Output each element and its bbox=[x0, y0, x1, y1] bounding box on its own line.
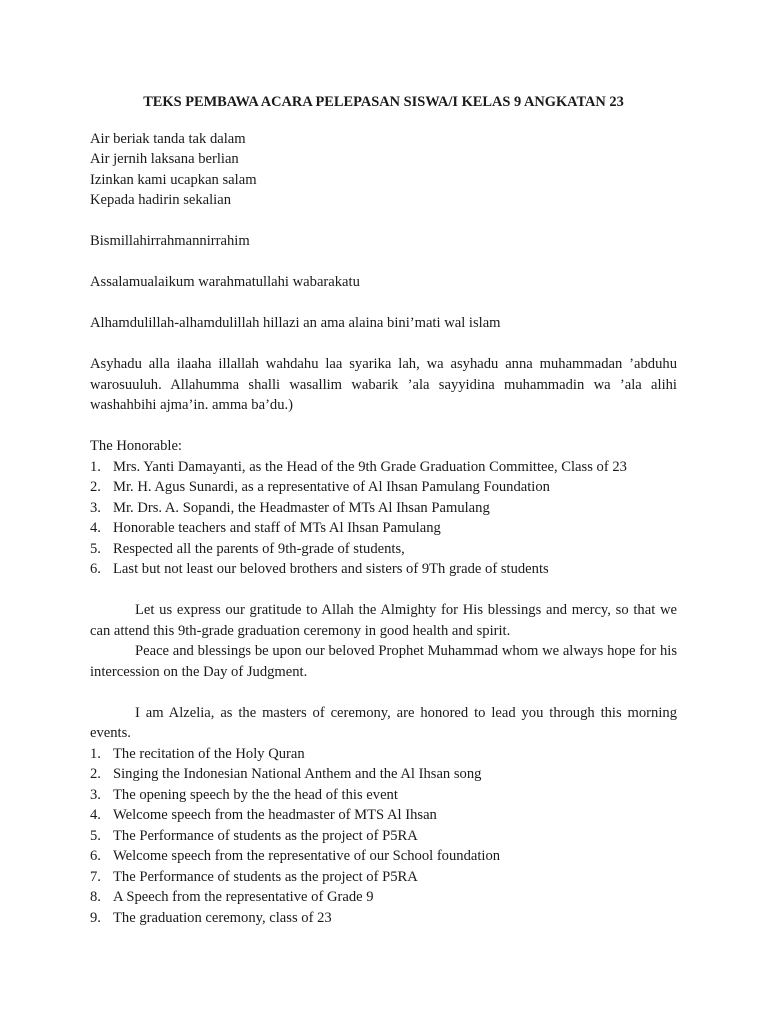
opening-poem bbox=[90, 129, 677, 211]
list-text: The opening speech by the the head of this event bbox=[113, 786, 398, 803]
list-text: Honorable teachers and staff of MTs Al Ihsan Pamulang bbox=[113, 520, 441, 536]
poem-line: Izinkan kami ucapkan salam bbox=[90, 171, 257, 188]
list-text: Last but not least our beloved brothers and sisters of 9Th grade of students bbox=[113, 561, 549, 577]
list-item bbox=[90, 846, 677, 867]
list-text: The Performance of students as the project of P5RA bbox=[113, 868, 418, 885]
list-number: 8. bbox=[90, 889, 101, 905]
list-number: 4. bbox=[90, 807, 101, 823]
gratitude-paragraph: Let us express our gratitude to Allah the Almighty for His blessings and mercy, so that we can attend this 9th-grade graduation ceremony in good health and spirit. bbox=[90, 602, 677, 639]
list-number: 4. bbox=[90, 520, 101, 536]
list-item bbox=[90, 887, 677, 908]
list-text: Respected all the parents of 9th-grade of students, bbox=[113, 540, 405, 557]
intro-paragraph: I am Alzelia, as the masters of ceremony, are honored to lead you through this morning events. bbox=[90, 704, 677, 741]
list-item bbox=[90, 764, 677, 785]
list-item bbox=[90, 559, 677, 580]
list-item bbox=[90, 805, 677, 826]
poem-line: Air jernih laksana berlian bbox=[90, 151, 239, 167]
list-item bbox=[90, 826, 677, 847]
peace-paragraph: Peace and blessings be upon our beloved Prophet Muhammad whom we always hope for his intercession on the Day of Judgment. bbox=[90, 643, 677, 680]
list-number: 2. bbox=[90, 766, 101, 782]
list-text: Mr. Drs. A. Sopandi, the Headmaster of MTs Al Ihsan Pamulang bbox=[113, 499, 490, 516]
document-title: TEKS PEMBAWA ACARA PELEPASAN SISWA/I KELAS 9 ANGKATAN 23 bbox=[143, 94, 624, 110]
poem-line: Kepada hadirin sekalian bbox=[90, 192, 232, 208]
list-item bbox=[90, 498, 677, 519]
honorable-list bbox=[90, 457, 677, 580]
poem-line: Air beriak tanda tak dalam bbox=[90, 130, 246, 147]
list-number: 6. bbox=[90, 848, 101, 864]
list-item bbox=[90, 744, 677, 765]
list-text: A Speech from the representative of Grade 9 bbox=[113, 889, 374, 905]
list-item bbox=[90, 477, 677, 498]
list-item bbox=[90, 518, 677, 539]
list-number: 1. bbox=[90, 745, 101, 762]
list-number: 6. bbox=[90, 561, 101, 577]
list-text: Mr. H. Agus Sunardi, as a representative of Al Ihsan Pamulang Foundation bbox=[113, 479, 550, 495]
list-number: 5. bbox=[90, 827, 101, 844]
honorable-heading: The Honorable: bbox=[90, 438, 182, 454]
list-number: 3. bbox=[90, 499, 101, 516]
events-list bbox=[90, 744, 677, 929]
list-item bbox=[90, 785, 677, 806]
list-text: Singing the Indonesian National Anthem and the Al Ihsan song bbox=[113, 766, 482, 782]
syahadat-paragraph: Asyhadu alla ilaaha illallah wahdahu laa syarika lah, wa asyhadu anna muhammadan ’abduhu warosuuluh. Allahumma shalli wasallim wabarik ’ala sayyidina muhammadin wa ’ala alihi washahbihi ajma’in. amma ba’du.) bbox=[90, 356, 677, 413]
list-text: Welcome speech from the headmaster of MTS Al Ihsan bbox=[113, 807, 437, 823]
list-number: 5. bbox=[90, 540, 101, 557]
list-item bbox=[90, 908, 677, 929]
list-text: Welcome speech from the representative of our School foundation bbox=[113, 848, 501, 864]
document-page bbox=[90, 92, 677, 928]
salam-line: Assalamualaikum warahmatullahi wabarakatu bbox=[90, 274, 360, 290]
list-item bbox=[90, 867, 677, 888]
bismillah-line: Bismillahirrahmannirrahim bbox=[90, 233, 250, 249]
list-item bbox=[90, 539, 677, 560]
list-text: The recitation of the Holy Quran bbox=[113, 745, 305, 762]
list-number: 7. bbox=[90, 868, 101, 885]
list-text: The graduation ceremony, class of 23 bbox=[113, 909, 332, 926]
list-number: 1. bbox=[90, 458, 101, 475]
list-number: 9. bbox=[90, 909, 101, 926]
list-number: 2. bbox=[90, 479, 101, 495]
list-number: 3. bbox=[90, 786, 101, 803]
list-text: Mrs. Yanti Damayanti, as the Head of the 9th Grade Graduation Committee, Class of 23 bbox=[113, 458, 627, 475]
list-text: The Performance of students as the project of P5RA bbox=[113, 827, 418, 844]
alhamdulillah-line: Alhamdulillah-alhamdulillah hillazi an ama alaina bini’mati wal islam bbox=[90, 315, 501, 331]
list-item bbox=[90, 457, 677, 478]
